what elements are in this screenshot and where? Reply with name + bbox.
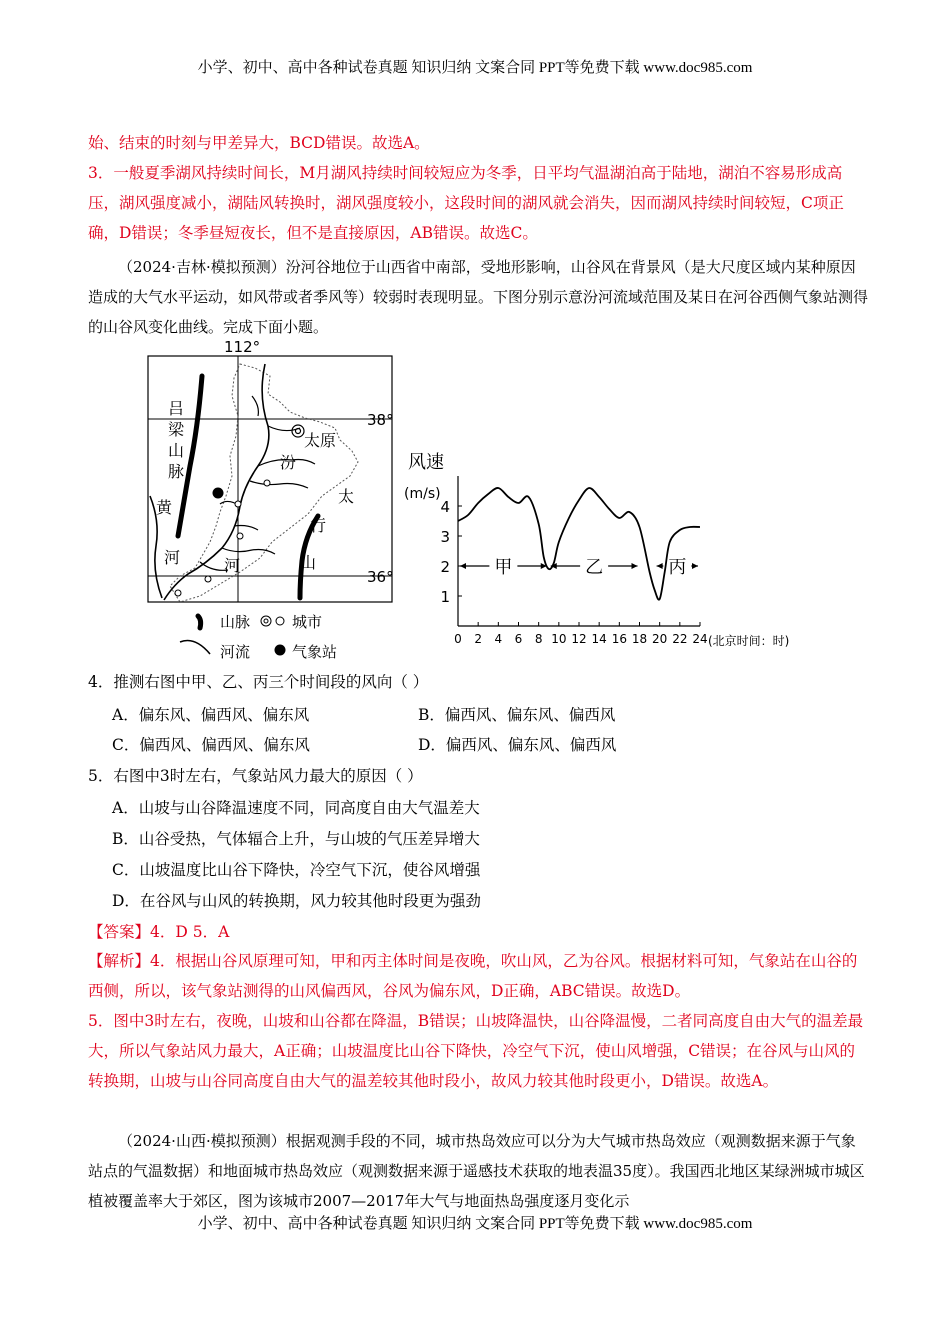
x-tick-label: 12 (571, 632, 587, 646)
legend-station: 气象站 (292, 643, 338, 661)
prev-q3-analysis: 3．一般夏季湖风持续时间长，M月湖风持续时间较短应为冬季，日平均气温湖泊高于陆地，湖泊不容易形成高压，湖风强度减小，湖陆风转换时，湖风强度较小，这段时间的湖风就会消失，因而湖风持续时间较短，C项正确，D错误；冬季昼短夜长，但不是直接原因，AB错误。故选C。 (88, 164, 844, 242)
chart-xlabel: (北京时间：时) (708, 634, 790, 648)
label-shan: 山 (168, 441, 185, 460)
legend-mountain: 山脉 (220, 613, 251, 631)
prev-answer-tail: 始、结束的时刻与甲差异大，BCD错误。故选A。 (88, 134, 430, 152)
segment-label: 甲 (494, 557, 513, 578)
q4-stem: 4．推测右图中甲、乙、丙三个时间段的风向（ ） (88, 673, 429, 691)
label-tai: 太 (338, 487, 355, 506)
x-tick-label: 18 (631, 632, 648, 646)
q4-option-b: B．偏西风、偏东风、偏西风 (418, 706, 616, 724)
x-tick-label: 24 (692, 632, 708, 646)
fen-river-map (140, 336, 420, 666)
q4-option-a: A．偏东风、偏西风、偏东风 (112, 706, 310, 724)
label-fen: 汾 (280, 453, 297, 472)
page-header: 小学、初中、高中各种试卷真题 知识归纳 文案合同 PPT等免费下载 www.doc985.com (197, 60, 753, 76)
x-tick-label: 20 (652, 632, 668, 646)
lon-label: 112° (224, 338, 261, 356)
x-tick-label: 10 (551, 632, 567, 646)
city-marker (237, 533, 243, 539)
city-marker (235, 501, 241, 507)
map-frame (148, 356, 392, 602)
x-tick-label: 4 (494, 632, 503, 646)
q4-option-d: D．偏西风、偏东风、偏西风 (418, 736, 617, 754)
x-tick-label: 2 (474, 632, 482, 646)
x-tick-label: 14 (591, 632, 607, 646)
city-marker (175, 590, 181, 596)
label-liang: 梁 (168, 420, 185, 439)
x-tick-label: 22 (672, 632, 688, 646)
y-tick-label: 3 (440, 528, 450, 546)
legend-city-symbol-1 (261, 616, 271, 626)
q5-stem: 5．右图中3时左右，气象站风力最大的原因（ ） (88, 767, 423, 785)
y-tick-label: 4 (440, 498, 450, 516)
legend-city: 城市 (292, 613, 323, 631)
legend-river-symbol (180, 641, 210, 655)
analysis-q5: 5．图中3时左右，夜晚，山坡和山谷都在降温，B错误；山坡降温快，山谷降温慢，二者同高度自由大气的温差最大，所以气象站风力最大，A正确；山坡温度比山谷下降快，冷空气下沉，使山风增强，C错误；在谷风与山风的转换期，山坡与山谷同高度自由大气的温差较其他时段小，故风力较其他时段更小，D错误。故选A。 (88, 1012, 864, 1090)
arrow-head (657, 563, 663, 569)
segment-label: 乙 (585, 557, 604, 578)
answer-line: 【答案】4．D 5．A (88, 923, 230, 941)
tributary-3 (250, 481, 308, 488)
arrow-head (632, 563, 638, 569)
legend-mountain-symbol (198, 616, 201, 628)
analysis-q4: 【解析】4．根据山谷风原理可知，甲和丙主体时间是夜晚，吹山风，乙为谷风。根据材料可知，气象站在山谷的西侧，所以，该气象站测得的山风偏西风，谷风为偏东风，D正确，ABC错误。故选D。 (88, 952, 858, 1000)
legend-city-symbol-2 (276, 617, 284, 625)
page-footer: 小学、初中、高中各种试卷真题 知识归纳 文案合同 PPT等免费下载 www.doc985.com (197, 1216, 753, 1232)
x-tick-label: 16 (611, 632, 627, 646)
q5-option-c: C．山坡温度比山谷下降快，冷空气下沉，使谷风增强 (112, 861, 481, 879)
valley-wind-chart (400, 446, 810, 656)
label-mshan: 山 (300, 553, 317, 572)
arrow-head (460, 563, 466, 569)
legend-river: 河流 (220, 643, 251, 661)
question-intro: （2024·吉林·模拟预测）汾河谷地位于山西省中南部，受地形影响，山谷风在背景风（是大尺度区域内某种原因造成的大气水平运动，如风带或者季风等）较弱时表现明显。下图分别示意汾河流域范围及某日在河谷西侧气象站测得的山谷风变化曲线。完成下面小题。 (88, 258, 869, 336)
y-tick-label: 1 (440, 588, 450, 606)
legend-station-symbol (275, 645, 286, 656)
wind-speed-line (458, 488, 700, 600)
x-tick-label: 8 (534, 632, 543, 646)
q5-option-b: B．山谷受热，气体辐合上升，与山坡的气压差异增大 (112, 830, 480, 848)
label-mai: 脉 (168, 462, 185, 481)
lat36-label: 36° (367, 568, 394, 586)
next-question-intro: （2024·山西·模拟预测）根据观测手段的不同，城市热岛效应可以分为大气城市热岛效应（观测数据来源于气象站点的气温数据）和地面城市热岛效应（观测数据来源于遥感技术获取的地表温35度）。我国西北地区某绿洲城市城区植被覆盖率大于郊区，图为该城市2007—2017年大气与地面热岛强度逐月变化示 (88, 1132, 865, 1210)
label-he2: 河 (164, 548, 181, 567)
y-tick-label: 2 (440, 558, 450, 576)
label-hang: 行 (310, 516, 327, 535)
lat38-label: 38° (367, 411, 394, 429)
city-marker (264, 480, 270, 486)
label-he: 河 (224, 556, 241, 575)
x-tick-label: 0 (454, 632, 462, 646)
taiyuan-city-outer (292, 425, 304, 437)
q5-option-a: A．山坡与山谷降温速度不同，同高度自由大气温差大 (112, 799, 480, 817)
chart-title: 风速 (408, 452, 444, 473)
tributary-8 (252, 396, 258, 416)
chart-ylabel: (m/s) (404, 486, 441, 502)
label-lv: 吕 (168, 399, 185, 418)
q4-option-c: C．偏西风、偏西风、偏东风 (112, 736, 310, 754)
x-tick-label: 6 (514, 632, 523, 646)
arrow-head (692, 563, 698, 569)
weather-station-marker (213, 488, 224, 499)
label-huang: 黄 (156, 498, 173, 517)
segment-label: 丙 (668, 557, 687, 578)
label-taiyuan: 太原 (304, 431, 337, 450)
city-marker (205, 576, 211, 582)
q5-option-d: D．在谷风与山风的转换期，风力较其他时段更为强劲 (112, 892, 481, 910)
